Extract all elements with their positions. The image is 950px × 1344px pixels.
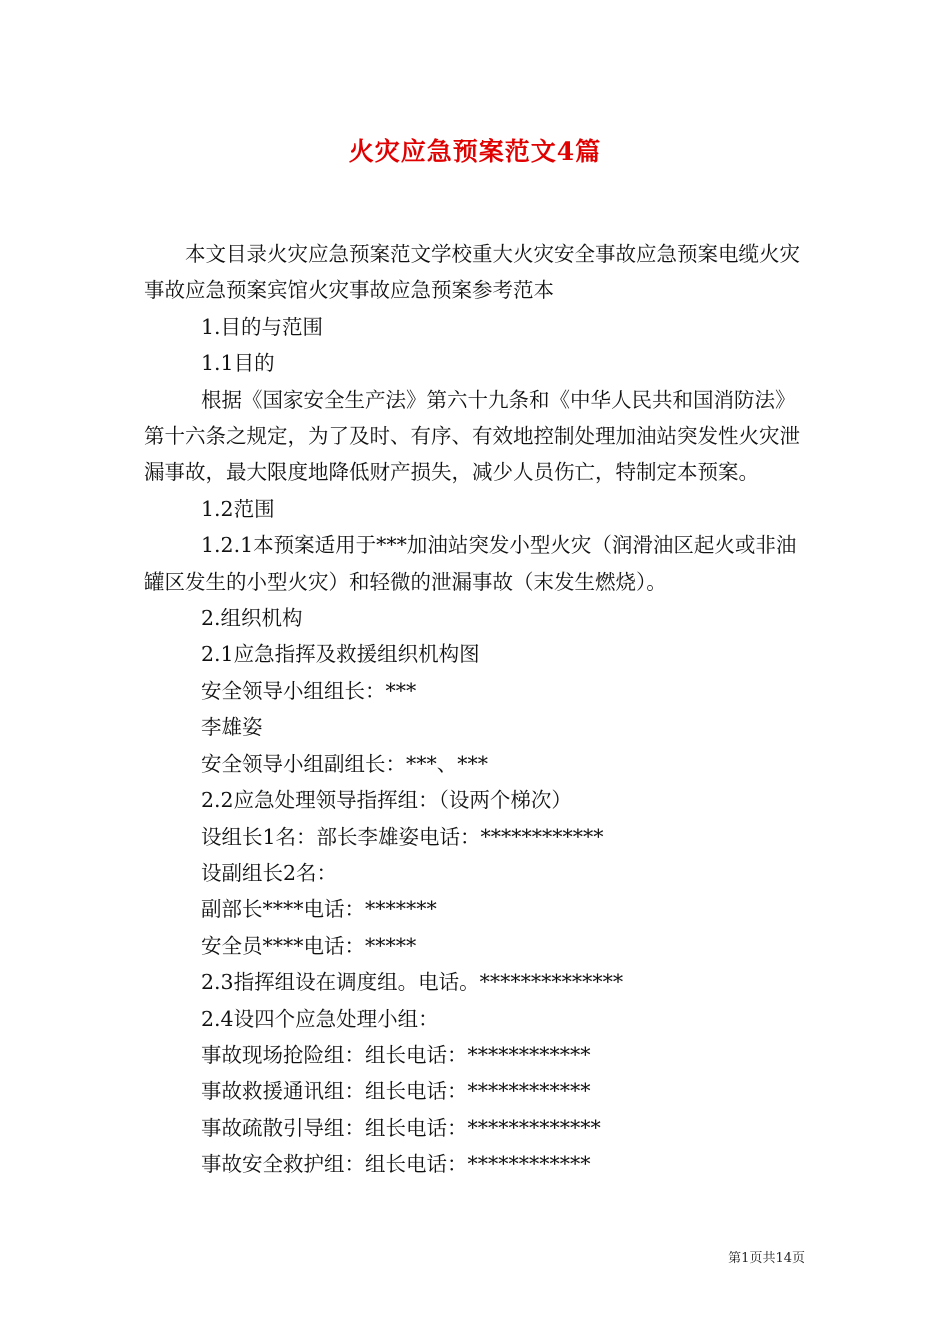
subsection-heading: 2.4设四个应急处理小组： xyxy=(201,1006,439,1031)
section-heading: 1.目的与范围 xyxy=(201,314,324,339)
list-line: 安全领导小组副组长：***、*** xyxy=(201,751,488,776)
list-line: 事故救援通讯组：组长电话：************ xyxy=(201,1079,591,1104)
list-line: 设组长1名：部长李雄姿电话：************ xyxy=(201,824,604,849)
list-line: 副部长****电话：******* xyxy=(201,897,437,922)
list-line: 事故安全救护组：组长电话：************ xyxy=(201,1152,591,1177)
intro-paragraph: 本文目录火灾应急预案范文学校重大火灾安全事故应急预案电缆火灾事故应急预案宾馆火灾事故应急预案参考范本 xyxy=(144,242,800,303)
page-footer: 第1页共14页 xyxy=(728,1251,805,1266)
list-line: 设副组长2名： xyxy=(201,860,338,885)
subsection-heading: 2.3指挥组设在调度组。电话。************** xyxy=(201,970,624,995)
subsection-heading: 2.1应急指挥及救援组织机构图 xyxy=(201,642,480,667)
subsection-heading: 1.1目的 xyxy=(201,351,275,376)
subsection-heading: 2.2应急处理领导指挥组：（设两个梯次） xyxy=(201,788,572,813)
body-paragraph: 根据《国家安全生产法》第六十九条和《中华人民共和国消防法》第十六条之规定，为了及时、有序、有效地控制处理加油站突发性火灾泄漏事故，最大限度地降低财产损失，减少人员伤亡，特制定本预案。 xyxy=(144,387,800,485)
list-line: 安全员****电话：***** xyxy=(201,933,417,958)
list-line: 事故现场抢险组：组长电话：************ xyxy=(201,1042,591,1067)
section-heading: 2.组织机构 xyxy=(201,606,303,631)
subsection-heading: 1.2范围 xyxy=(201,496,275,521)
list-line: 事故疏散引导组：组长电话：************* xyxy=(201,1115,601,1140)
list-line: 安全领导小组组长：*** xyxy=(201,678,417,703)
document-title: 火灾应急预案范文4篇 xyxy=(348,137,602,166)
document-body xyxy=(144,236,808,1183)
body-paragraph: 1.2.1本预案适用于***加油站突发小型火灾（润滑油区起火或非油罐区发生的小型火灾）和轻微的泄漏事故（末发生燃烧）。 xyxy=(144,533,797,594)
list-line: 李雄姿 xyxy=(201,715,263,740)
